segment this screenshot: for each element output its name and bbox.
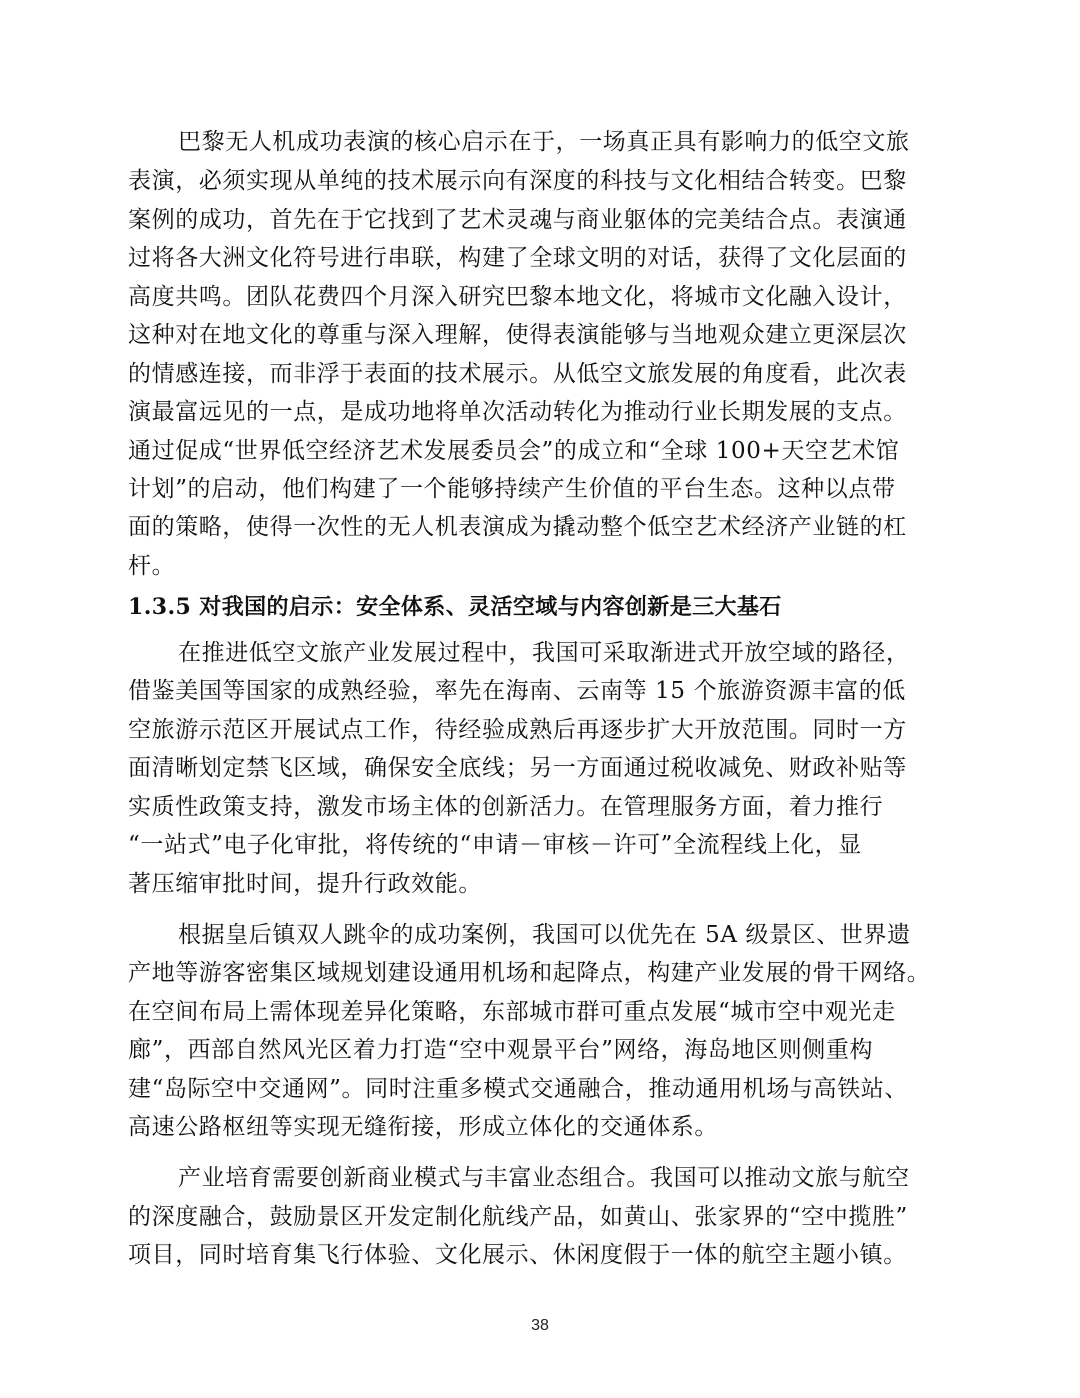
paragraph-line: 在空间布局上需体现差异化策略，东部城市群可重点发展“城市空中观光走	[128, 999, 896, 1025]
paragraph-line: 过将各大洲文化符号进行串联，构建了全球文明的对话，获得了文化层面的	[128, 245, 907, 271]
paragraph-line: 案例的成功，首先在于它找到了艺术灵魂与商业躯体的完美结合点。表演通	[128, 207, 907, 233]
page-number: 38	[531, 1317, 549, 1334]
paragraph-line: 通过促成“世界低空经济艺术发展委员会”的成立和“全球 100+天空艺术馆	[128, 438, 900, 464]
paragraph-line: 高速公路枢纽等实现无缝衔接，形成立体化的交通体系。	[128, 1114, 718, 1140]
paragraph-line: “一站式”电子化审批，将传统的“申请－审核－许可”全流程线上化，显	[128, 832, 862, 858]
paragraph-line: 产地等游客密集区域规划建设通用机场和起降点，构建产业发展的骨干网络。	[128, 960, 931, 986]
paragraph-line: 计划”的启动，他们构建了一个能够持续产生价值的平台生态。这种以点带	[128, 476, 896, 502]
paragraph-line: 面的策略，使得一次性的无人机表演成为撬动整个低空艺术经济产业链的杠	[128, 514, 907, 540]
paragraph-line: 表演，必须实现从单纯的技术展示向有深度的科技与文化相结合转变。巴黎	[128, 168, 907, 194]
paragraph-line: 实质性政策支持，激发市场主体的创新活力。在管理服务方面，着力推行	[128, 794, 884, 820]
paragraph-line: 著压缩审批时间，提升行政效能。	[128, 871, 482, 897]
paragraph-line: 演最富远见的一点，是成功地将单次活动转化为推动行业长期发展的支点。	[128, 399, 907, 425]
paragraph-line: 巴黎无人机成功表演的核心启示在于，一场真正具有影响力的低空文旅	[178, 129, 910, 155]
paragraph-line: 廊”，西部自然风光区着力打造“空中观景平台”网络，海岛地区则侧重构	[128, 1037, 874, 1063]
paragraph-line: 根据皇后镇双人跳伞的成功案例，我国可以优先在 5A 级景区、世界遗	[178, 922, 911, 948]
paragraph-line: 建“岛际空中交通网”。同时注重多模式交通融合，推动通用机场与高铁站、	[128, 1076, 908, 1102]
paragraph-line: 这种对在地文化的尊重与深入理解，使得表演能够与当地观众建立更深层次	[128, 322, 907, 348]
paragraph-line: 的情感连接，而非浮于表面的技术展示。从低空文旅发展的角度看，此次表	[128, 361, 907, 387]
paragraph-line: 空旅游示范区开展试点工作，待经验成熟后再逐步扩大开放范围。同时一方	[128, 717, 907, 743]
paragraph-line: 高度共鸣。团队花费四个月深入研究巴黎本地文化，将城市文化融入设计，	[128, 284, 907, 310]
paragraph-line: 杆。	[128, 553, 176, 579]
paragraph-line: 产业培育需要创新商业模式与丰富业态组合。我国可以推动文旅与航空	[178, 1165, 910, 1191]
paragraph-line: 的深度融合，鼓励景区开发定制化航线产品，如黄山、张家界的“空中揽胜”	[128, 1204, 908, 1230]
paragraph-line: 面清晰划定禁飞区域，确保安全底线；另一方面通过税收减免、财政补贴等	[128, 755, 907, 781]
paragraph-line: 借鉴美国等国家的成熟经验，率先在海南、云南等 15 个旅游资源丰富的低	[128, 678, 906, 704]
paragraph-line: 项目，同时培育集飞行体验、文化展示、休闲度假于一体的航空主题小镇。	[128, 1242, 907, 1268]
section-heading: 1.3.5 对我国的启示：安全体系、灵活空域与内容创新是三大基石	[128, 594, 782, 620]
paragraph-line: 在推进低空文旅产业发展过程中，我国可采取渐进式开放空域的路径，	[178, 640, 910, 666]
